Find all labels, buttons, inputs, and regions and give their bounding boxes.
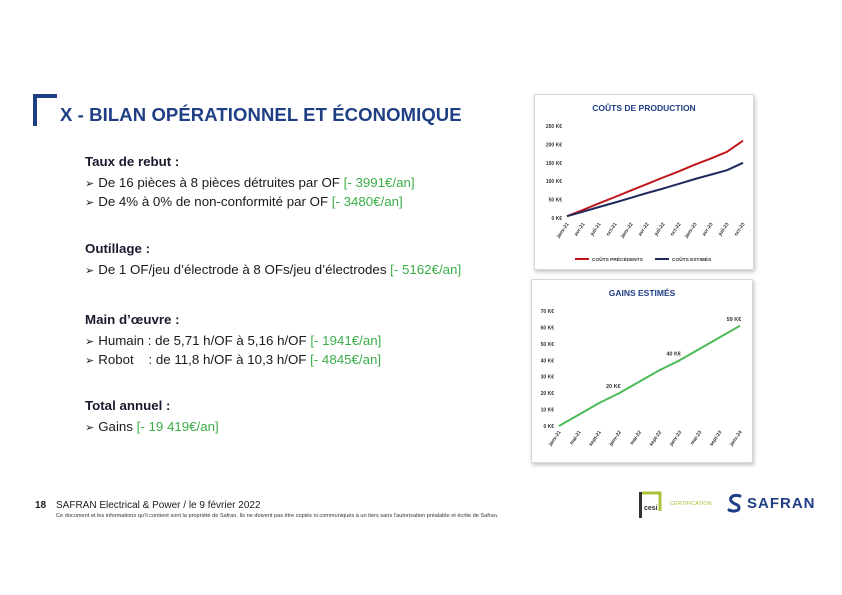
series-line bbox=[567, 141, 743, 217]
item-text: De 1 OF/jeu d’électrode à 8 OFs/jeu d’électrodes bbox=[98, 262, 387, 277]
item-gain: [- 3991€/an] bbox=[343, 175, 415, 190]
y-tick-label: 30 K€ bbox=[540, 374, 554, 381]
y-tick-label: 10 K€ bbox=[540, 407, 554, 414]
arrow-bullet-icon: ➢ bbox=[85, 354, 95, 367]
x-tick-label: juil-23 bbox=[717, 221, 731, 237]
y-tick-label: 200 K€ bbox=[545, 142, 562, 149]
y-tick-label: 40 K€ bbox=[540, 358, 554, 365]
item-gain: [- 3480€/an] bbox=[331, 194, 403, 209]
item-text: Humain : de 5,71 h/OF à 5,16 h/OF bbox=[98, 333, 307, 348]
x-tick-label: juil-21 bbox=[589, 221, 603, 237]
x-tick-label: juil-22 bbox=[653, 221, 667, 237]
estimated-gains-chart-svg bbox=[532, 280, 752, 462]
section-heading: Taux de rebut : bbox=[85, 154, 180, 169]
cesi-certification-logo bbox=[630, 487, 716, 521]
series-line bbox=[567, 163, 743, 216]
y-tick-label: 70 K€ bbox=[540, 309, 554, 315]
x-tick-label: janv-22 bbox=[619, 221, 635, 240]
item-text: Robot : de 11,8 h/OF à 10,3 h/OF bbox=[98, 352, 307, 367]
y-tick-label: 20 K€ bbox=[540, 391, 554, 398]
production-cost-chart bbox=[534, 94, 754, 270]
x-tick-label: mai-21 bbox=[568, 429, 583, 447]
legend-entry: COÛTS ESTIMÉS bbox=[672, 258, 712, 263]
list-item bbox=[85, 174, 515, 193]
x-tick-label: oct-22 bbox=[669, 221, 683, 238]
x-tick-label: janv-21 bbox=[555, 221, 571, 240]
arrow-bullet-icon: ➢ bbox=[85, 177, 95, 190]
item-gain: [- 1941€/an] bbox=[310, 333, 382, 348]
chart-title: GAINS ESTIMÉS bbox=[608, 288, 676, 298]
x-tick-label: sept-22 bbox=[648, 429, 664, 448]
series-line bbox=[559, 326, 740, 426]
production-cost-chart-svg bbox=[535, 95, 753, 269]
item-gain: [- 5162€/an] bbox=[390, 262, 462, 277]
x-tick-label: janv-21 bbox=[547, 429, 563, 448]
cesi-wordmark: cesi bbox=[644, 505, 658, 512]
section-outillage bbox=[85, 240, 515, 280]
x-tick-label: janv-22 bbox=[608, 429, 623, 448]
arrow-bullet-icon: ➢ bbox=[85, 196, 95, 209]
footer-text: SAFRAN Electrical & Power / le 9 février 2022 bbox=[56, 500, 261, 511]
section-heading: Outillage : bbox=[85, 241, 151, 256]
x-tick-label: oct-23 bbox=[733, 221, 747, 238]
section-total bbox=[85, 397, 515, 437]
x-tick-label: janv-23 bbox=[683, 221, 699, 240]
item-text: Gains bbox=[98, 419, 133, 434]
list-item bbox=[85, 193, 515, 212]
data-label: 59 K€ bbox=[726, 316, 742, 323]
y-tick-label: 50 K€ bbox=[548, 197, 562, 204]
y-tick-label: 0 K€ bbox=[543, 424, 554, 430]
y-tick-label: 50 K€ bbox=[540, 341, 554, 348]
x-tick-label: avr-23 bbox=[701, 221, 715, 238]
section-main-oeuvre bbox=[85, 311, 515, 370]
page-title: X - BILAN OPÉRATIONNEL ET ÉCONOMIQUE bbox=[60, 104, 462, 125]
x-tick-label: oct-21 bbox=[605, 221, 619, 238]
safran-emblem-icon bbox=[727, 493, 743, 513]
item-gain: [- 19 419€/an] bbox=[136, 419, 219, 434]
data-label: 20 K€ bbox=[605, 384, 621, 391]
arrow-bullet-icon: ➢ bbox=[85, 421, 95, 434]
arrow-bullet-icon: ➢ bbox=[85, 264, 95, 277]
estimated-gains-chart bbox=[531, 279, 753, 463]
legend-entry: COÛTS PRÉCÉDENTS bbox=[592, 258, 643, 263]
section-rebut bbox=[85, 153, 515, 212]
x-tick-label: sept-21 bbox=[587, 429, 603, 448]
y-tick-label: 0 K€ bbox=[551, 216, 562, 222]
x-tick-label: mai-23 bbox=[689, 429, 704, 447]
section-heading: Total annuel : bbox=[85, 398, 171, 413]
x-tick-label: janv-24 bbox=[728, 429, 744, 448]
y-tick-label: 100 K€ bbox=[545, 179, 562, 186]
y-tick-label: 250 K€ bbox=[545, 124, 562, 130]
footer-legal: Ce document et les informations qu’il contient sont la propriété de Safran. Ils ne doivent pas être copiés ni communiqués à un tiers sans l’autorisation préalable et écrite de Safran. bbox=[56, 513, 499, 519]
safran-logo bbox=[727, 490, 816, 516]
y-tick-label: 150 K€ bbox=[545, 160, 562, 167]
item-text: De 16 pièces à 8 pièces détruites par OF bbox=[98, 175, 340, 190]
x-tick-label: sept-23 bbox=[708, 429, 724, 448]
list-item bbox=[85, 351, 515, 370]
x-tick-label: mai-22 bbox=[629, 429, 644, 447]
x-tick-label: janv-23 bbox=[668, 429, 684, 448]
data-label: 40 K€ bbox=[666, 351, 682, 358]
item-gain: [- 4845€/an] bbox=[310, 352, 382, 367]
chart-title: COÛTS DE PRODUCTION bbox=[592, 103, 696, 113]
safran-wordmark: SAFRAN bbox=[747, 494, 816, 512]
list-item bbox=[85, 261, 515, 280]
x-tick-label: avr-21 bbox=[573, 221, 587, 238]
x-tick-label: avr-22 bbox=[637, 221, 651, 238]
page-number: 18 bbox=[35, 500, 47, 511]
title-corner-mark bbox=[33, 94, 57, 126]
list-item bbox=[85, 332, 515, 351]
list-item bbox=[85, 418, 515, 437]
y-tick-label: 60 K€ bbox=[540, 325, 554, 332]
cesi-logo-icon bbox=[630, 487, 716, 521]
cesi-certification-wordmark: CERTIFICATION bbox=[670, 501, 712, 507]
section-heading: Main d’œuvre : bbox=[85, 312, 180, 327]
arrow-bullet-icon: ➢ bbox=[85, 335, 95, 348]
item-text: De 4% à 0% de non-conformité par OF bbox=[98, 194, 329, 209]
